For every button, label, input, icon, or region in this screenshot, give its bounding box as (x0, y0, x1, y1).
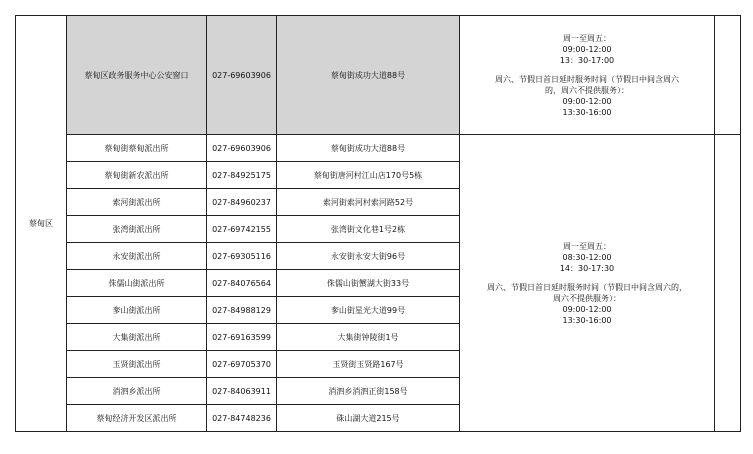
empty-cell (715, 16, 741, 135)
station-name: 索河街派出所 (67, 189, 207, 216)
hours-pm: 13：30-17:00 (559, 55, 615, 65)
station-phone: 027-84748236 (207, 405, 277, 432)
station-phone: 027-69705370 (207, 351, 277, 378)
station-phone: 027-84988129 (207, 297, 277, 324)
station-address: 蔡甸街成功大道88号 (277, 16, 460, 135)
table-row (16, 135, 741, 162)
hours-ext-pm: 13:30-16:00 (562, 107, 612, 117)
station-name: 永安街派出所 (67, 243, 207, 270)
station-name: 侏儒山街派出所 (67, 270, 207, 297)
station-address: 消泗乡消泗正街158号 (277, 378, 460, 405)
hours-extended-line2: 的，周六不提供服务）： (545, 85, 629, 95)
station-phone: 027-84076564 (207, 270, 277, 297)
station-address: 蔡甸街唐河村江山店170号5栋 (277, 162, 460, 189)
station-name: 奓山街派出所 (67, 297, 207, 324)
station-name: 蔡甸街新农派出所 (67, 162, 207, 189)
station-phone: 027-69305116 (207, 243, 277, 270)
station-name: 张湾街派出所 (67, 216, 207, 243)
station-address: 张湾街文化巷1号2栋 (277, 216, 460, 243)
station-address: 永安街永安大街96号 (277, 243, 460, 270)
hours-ext-am: 09:00-12:00 (562, 304, 612, 314)
hours-weekday-label: 周一至周五： (563, 33, 611, 43)
police-service-table (15, 15, 741, 432)
station-name: 蔡甸街蔡甸派出所 (67, 135, 207, 162)
station-phone: 027-84063911 (207, 378, 277, 405)
empty-cell (715, 135, 741, 432)
hours-pm: 14：30-17:30 (559, 263, 615, 273)
service-hours-stations (460, 135, 715, 432)
hours-ext-am: 09:00-12:00 (562, 96, 612, 106)
station-name: 蔡甸区政务服务中心公安窗口 (67, 16, 207, 135)
hours-am: 09:00-12:00 (562, 44, 612, 54)
hours-ext-pm: 13:30-16:00 (562, 315, 612, 325)
table-row (16, 16, 741, 135)
station-address: 硃山湖大道215号 (277, 405, 460, 432)
station-address: 奓山街星光大道99号 (277, 297, 460, 324)
station-address: 侏儒山街蟹湖大街33号 (277, 270, 460, 297)
station-address: 索河街索河村索河路52号 (277, 189, 460, 216)
station-phone: 027-69603906 (207, 135, 277, 162)
service-hours-center (460, 16, 715, 135)
hours-weekday-label: 周一至周五： (563, 241, 611, 251)
station-phone: 027-69603906 (207, 16, 277, 135)
station-phone: 027-69742155 (207, 216, 277, 243)
district-cell: 蔡甸区 (16, 16, 67, 432)
hours-extended-line1: 周六、节假日首日延时服务时间（节假日中间含周六 (495, 74, 679, 84)
station-phone: 027-69163599 (207, 324, 277, 351)
hours-extended-line1: 周六、节假日首日延时服务时间（节假日中间含周六的， (487, 282, 687, 292)
station-name: 蔡甸经济开发区派出所 (67, 405, 207, 432)
station-name: 消泗乡派出所 (67, 378, 207, 405)
station-phone: 027-84925175 (207, 162, 277, 189)
station-name: 玉贤街派出所 (67, 351, 207, 378)
station-address: 大集街钟陵街1号 (277, 324, 460, 351)
hours-am: 08:30-12:00 (562, 252, 612, 262)
hours-extended-line2: 周六不提供服务）： (553, 293, 621, 303)
station-address: 蔡甸街成功大道88号 (277, 135, 460, 162)
station-phone: 027-84960237 (207, 189, 277, 216)
station-address: 玉贤街玉贤路167号 (277, 351, 460, 378)
station-name: 大集街派出所 (67, 324, 207, 351)
